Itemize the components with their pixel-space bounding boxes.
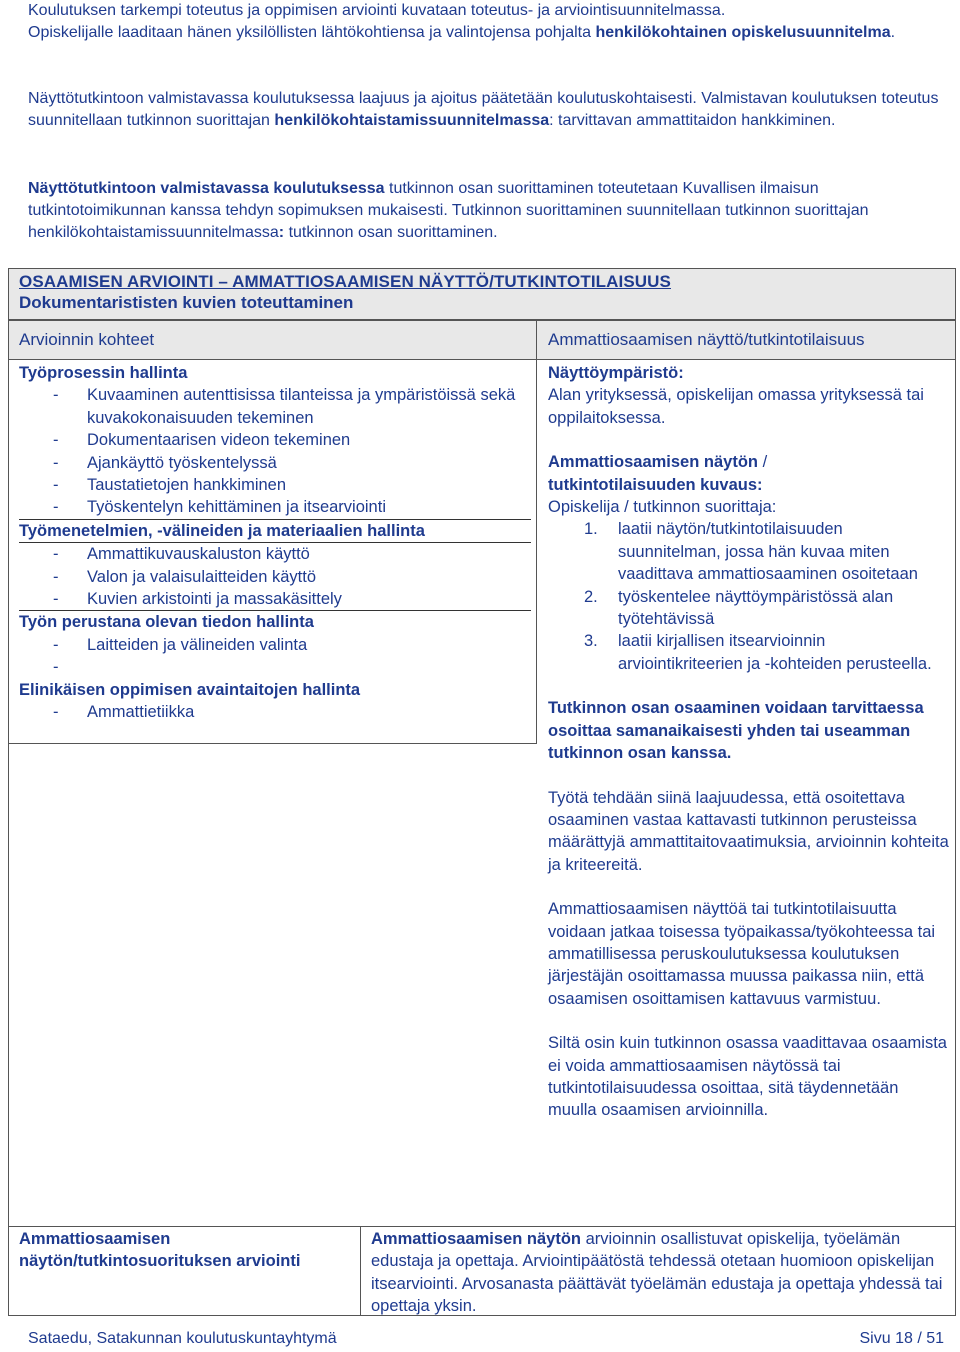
list-item: - Dokumentaarisen videon tekeminen	[19, 429, 531, 451]
table-subtitle: Dokumentarististen kuvien toteuttaminen	[19, 293, 354, 312]
section-heading-knowledge: Työn perustana olevan tiedon hallinta	[19, 613, 314, 632]
list-item: - Kuvien arkistointi ja massakäsittely	[19, 588, 531, 611]
numbered-step: 3. laatii kirjallisen itsearvioinnin arviointikriteerien ja -kohteiden perusteella.	[584, 632, 932, 673]
intro-p3-text: tutkinnon osan suorittaminen toteutetaan Kuvallisen ilmaisun tutkintotoimikunnan kanssa tehdyn sopimuksen mukaisesti. Tutkinnon suorittaminen suunnitellaan tutkinnon suorittajan henkilökohtaistamissuunnitelmassa	[28, 180, 869, 241]
list-item: - Ammattietiikka	[19, 701, 531, 723]
assessment-targets	[19, 362, 531, 723]
description-intro: Opiskelija / tutkinnon suorittaja:	[548, 498, 777, 517]
demonstration-description	[548, 362, 950, 1122]
evaluation-label: Ammattiosaamisen näytön/tutkintosuorituksen arviointi	[19, 1230, 301, 1271]
intro-paragraph-3	[28, 178, 948, 244]
intro-p3-end: tutkinnon osan suorittaminen.	[284, 224, 498, 241]
intro-p2-end: : tarvittavan ammattitaidon hankkiminen.	[549, 112, 836, 129]
description-label-sep: /	[757, 453, 768, 472]
evaluation-text-bold: Ammattiosaamisen näytön	[371, 1230, 581, 1248]
numbered-step: 2. työskentelee näyttöympäristössä alan työtehtävissä	[584, 587, 894, 629]
intro-p2-text: Näyttötutkintoon valmistavassa koulutuksessa laajuus ja ajoitus päätetään koulutuskohtaisesti. Valmistavan koulutuksen toteutus suunnitellaan tutkinnon suorittajan	[28, 90, 939, 129]
list-item: - Valon ja valaisulaitteiden käyttö	[19, 566, 531, 588]
intro-p3-bold: Näyttötutkintoon valmistavassa koulutuksessa	[28, 180, 385, 197]
section-heading-methods: Työmenetelmien, -välineiden ja materiaalien hallinta	[19, 520, 531, 543]
intro-p1-line1: Koulutuksen tarkempi toteutus ja oppimisen arviointi kuvataan toteutus- ja arviointisuunnitelmassa.	[28, 2, 726, 19]
step-text: laatii kirjallisen itsearvioinnin arviointikriteerien ja -kohteiden perusteella.	[618, 632, 932, 673]
intro-p2-bold: henkilökohtaistamissuunnitelmassa	[274, 112, 550, 129]
left-cell-bottom-border	[8, 743, 537, 744]
intro-p3-colon: :	[278, 224, 285, 241]
environment-text: Alan yrityksessä, opiskelijan omassa yrityksessä tai oppilaitoksessa.	[548, 386, 924, 427]
section-heading-lifelong-learning: Elinikäisen oppimisen avaintaitojen hallinta	[19, 680, 361, 699]
section-heading-work-process: Työprosessin hallinta	[19, 364, 188, 382]
list-item: - Ammattikuvauskaluston käyttö	[19, 543, 531, 565]
list-item-empty	[19, 656, 531, 678]
column-divider	[536, 360, 537, 744]
environment-label: Näyttöympäristö:	[548, 364, 684, 382]
intro-p1-bold: henkilökohtainen opiskelusuunnitelma	[595, 24, 891, 41]
intro-p1-line2: Opiskelijalle laaditaan hänen yksilöllisten lähtökohtiensa ja valintojensa pohjalta	[28, 24, 596, 41]
evaluation-text-body: arvioinnin osallistuvat opiskelija, työelämän edustaja ja opettaja. Arviointipäätöstä tehdessä otetaan huomioon opiskelijan itsearviointi. Arvosanasta päättävät työelämän edustaja ja opettaja yhdessä tai opettaja yksin.	[371, 1230, 943, 1316]
numbered-step: 1. laatii näytön/tutkintotilaisuuden suunnitelman, jossa hän kuvaa miten vaadittava ammattiosaaminen osoitetaan	[584, 520, 918, 584]
footer-organization: Sataedu, Satakunnan koulutuskuntayhtymä	[28, 1330, 337, 1347]
supplement-paragraph: Siltä osin kuin tutkinnon osassa vaadittavaa osaamista ei voida ammattiosaamisen näytössä tai tutkintotilaisuudessa osoittaa, sitä täydennetään muulla osaamisen arvioinnilla.	[548, 1034, 947, 1120]
evaluation-row-divider	[360, 1226, 361, 1316]
list-item: - Ajankäyttö työskentelyssä	[19, 452, 531, 474]
intro-paragraph-2	[28, 88, 948, 132]
intro-p1-end: .	[890, 24, 896, 41]
scope-paragraph: Työtä tehdään siinä laajuudessa, että osoitettava osaaminen vastaa kattavasti tutkinnon perusteissa määrättyjä ammattitaitovaatimuksia, arvioinnin kohteita ja kriteereitä.	[548, 788, 949, 874]
list-item: - Taustatietojen hankkiminen	[19, 474, 531, 496]
footer-page-number: Sivu 18 / 51	[859, 1330, 944, 1347]
list-item: - Laitteiden ja välineiden valinta	[19, 634, 531, 656]
step-text: työskentelee näyttöympäristössä alan työtehtävissä	[618, 587, 894, 629]
step-text: laatii näytön/tutkintotilaisuuden suunnitelman, jossa hän kuvaa miten vaadittava ammattiosaaminen osoitetaan	[618, 520, 918, 584]
description-label-a: Ammattiosaamisen näytön	[548, 453, 758, 472]
column-header-left: Arvioinnin kohteet	[19, 330, 155, 349]
list-item: - Työskentelyn kehittäminen ja itsearviointi	[19, 496, 531, 519]
list-item: - Kuvaaminen autenttisissa tilanteissa ja ympäristöissä sekä kuvakokonaisuuden tekeminen	[19, 384, 531, 429]
column-header-right: Ammattiosaamisen näyttö/tutkintotilaisuus	[548, 330, 865, 349]
evaluation-text	[371, 1228, 951, 1318]
continuation-paragraph: Ammattiosaamisen näyttöä tai tutkintotilaisuutta voidaan jatkaa toisessa työpaikassa/työkohteessa tai ammatillisessa peruskoulutuksessa koulutuksen järjestäjän osoittamassa muussa paikassa niin, että osaamisen osoittamisen kattavuus varmistuu.	[548, 900, 936, 1008]
description-label-c: tutkintotilaisuuden kuvaus:	[548, 475, 763, 494]
table-title: OSAAMISEN ARVIOINTI – AMMATTIOSAAMISEN NÄYTTÖ/TUTKINTOTILAISUUS	[19, 272, 671, 291]
simultaneous-note: Tutkinnon osan osaaminen voidaan tarvittaessa osoittaa samanaikaisesti yhden tai useamman tutkinnon osan kanssa.	[548, 699, 924, 763]
intro-paragraph-1	[28, 0, 948, 44]
